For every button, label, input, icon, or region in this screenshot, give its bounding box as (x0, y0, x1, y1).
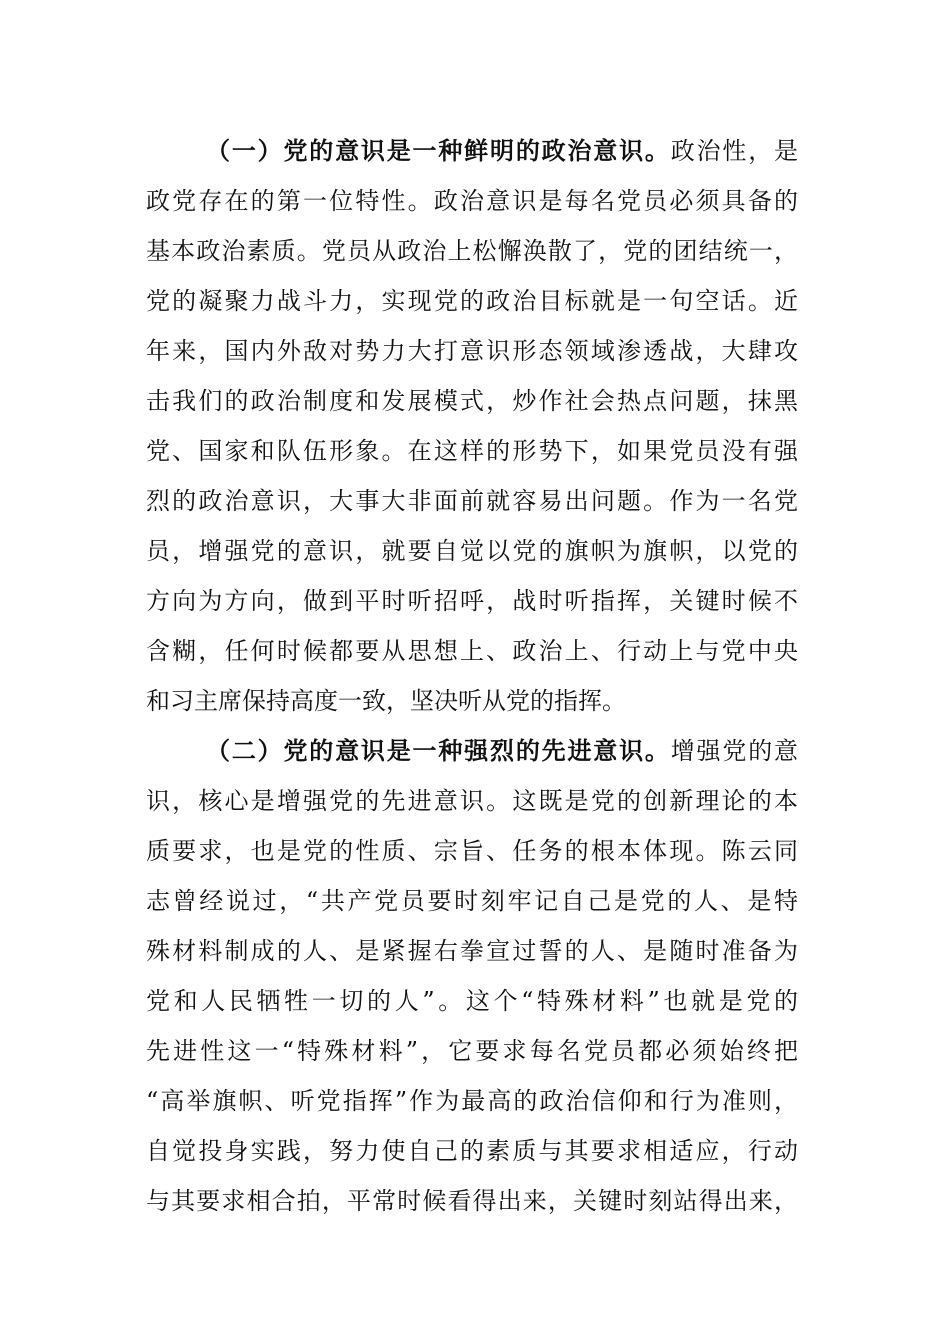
paragraph-line: 识，核心是增强党的先进意识。这既是党的创新理论的本 (146, 787, 798, 815)
paragraph-line: “高举旗帜、听党指挥”作为最高的政治信仰和行为准则， (146, 1087, 798, 1115)
body-text: 增强党的意 (670, 737, 799, 765)
paragraph-line: 质要求，也是党的性质、宗旨、任务的根本体现。陈云同 (146, 837, 798, 865)
paragraph-advanced-awareness (146, 726, 798, 1226)
paragraph-line: 党和人民牺牲一切的人”。这个“特殊材料”也就是党的 (146, 987, 798, 1015)
paragraph-line: 党的凝聚力战斗力，实现党的政治目标就是一句空话。近 (146, 287, 798, 315)
paragraph-line: 年来，国内外敌对势力大打意识形态领域渗透战，大肆攻 (146, 337, 798, 365)
body-text: 政治性，是 (670, 137, 799, 165)
paragraph-political-awareness (146, 126, 798, 726)
paragraph-line: 烈的政治意识，大事大非面前就容易出问题。作为一名党 (146, 487, 798, 515)
paragraph-line: 志曾经说过，“共产党员要时刻牢记自己是党的人、是特 (146, 887, 798, 915)
section-heading: （二）党的意识是一种强烈的先进意识。 (206, 737, 671, 765)
section-heading: （一）党的意识是一种鲜明的政治意识。 (206, 137, 671, 165)
paragraph-line: 党、国家和队伍形象。在这样的形势下，如果党员没有强 (146, 437, 798, 465)
paragraph-line: 政党存在的第一位特性。政治意识是每名党员必须具备的 (146, 187, 798, 215)
paragraph-line: 自觉投身实践，努力使自己的素质与其要求相适应，行动 (146, 1137, 798, 1165)
paragraph-line: 先进性这一“特殊材料”，它要求每名党员都必须始终把 (146, 1037, 798, 1065)
paragraph-line: 和习主席保持高度一致，坚决听从党的指挥。 (146, 687, 626, 715)
paragraph-line: 与其要求相合拍，平常时候看得出来，关键时刻站得出来， (146, 1187, 798, 1215)
paragraph-line: 击我们的政治制度和发展模式，炒作社会热点问题，抹黑 (146, 387, 798, 415)
paragraph-line: 含糊，任何时候都要从思想上、政治上、行动上与党中央 (146, 637, 798, 665)
paragraph-line: 殊材料制成的人、是紧握右拳宣过誓的人、是随时准备为 (146, 937, 798, 965)
paragraph-line (146, 126, 798, 176)
paragraph-line: 基本政治素质。党员从政治上松懈涣散了，党的团结统一， (146, 237, 798, 265)
paragraph-line: 员，增强党的意识，就要自觉以党的旗帜为旗帜，以党的 (146, 537, 798, 565)
document-body (146, 126, 798, 1226)
paragraph-line (146, 726, 798, 776)
paragraph-line: 方向为方向，做到平时听招呼，战时听指挥，关键时候不 (146, 587, 798, 615)
